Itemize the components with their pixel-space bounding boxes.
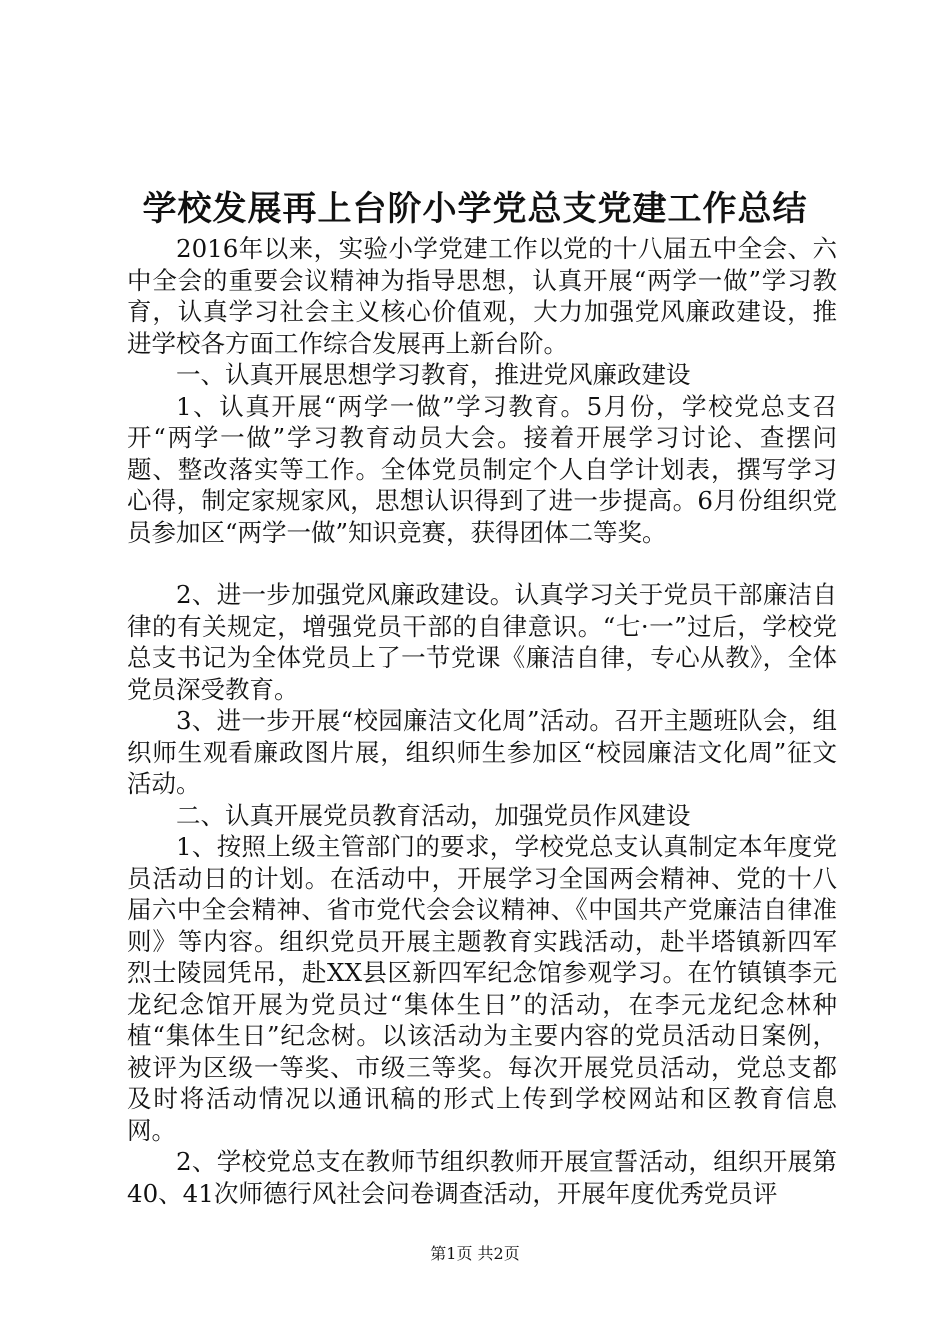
page-footer: 第1页 共2页 [430, 1244, 520, 1263]
document-body [127, 233, 837, 1209]
paragraph-1-3: 3、进一步开展“校园廉洁文化周”活动。召开主题班队会，组织师生观看廉政图片展，组织师生参加区“校园廉洁文化周”征文活动。 [127, 706, 837, 798]
paragraph-1-1: 1、认真开展“两学一做”学习教育。5月份，学校党总支召开“两学一做”学习教育动员大会。接着开展学习讨论、查摆问题、整改落实等工作。全体党员制定个人自学计划表，撰写学习心得，制定家规家风，思想认识得到了进一步提高。6月份组织党员参加区“两学一做”知识竞赛，获得团体二等奖。 [127, 391, 837, 547]
paragraph-2-1: 1、按照上级主管部门的要求，学校党总支认真制定本年度党员活动日的计划。在活动中，开展学习全国两会精神、党的十八届六中全会精神、省市党代会会议精神、《中国共产党廉洁自律准则》等内容。组织党员开展主题教育实践活动，赴半塔镇新四军烈士陵园凭吊，赴XX县区新四军纪念馆参观学习。在竹镇镇李元龙纪念馆开展为党员过“集体生日”的活动，在李元龙纪念林种植“集体生日”纪念树。以该活动为主要内容的党员活动日案例，被评为区级一等奖、市级三等奖。每次开展党员活动，党总支都及时将活动情况以通讯稿的形式上传到学校网站和区教育信息网。 [127, 832, 837, 1145]
section-heading-2: 二、认真开展党员教育活动，加强党员作风建设 [176, 800, 691, 830]
intro-paragraph: 2016年以来，实验小学党建工作以党的十八届五中全会、六中全会的重要会议精神为指导思想，认真开展“两学一做”学习教育，认真学习社会主义核心价值观，大力加强党风廉政建设，推进学校各方面工作综合发展再上新台阶。 [127, 234, 837, 358]
paragraph-2-2: 2、学校党总支在教师节组织教师开展宣誓活动，组织开展第40、41次师德行风社会问卷调查活动，开展年度优秀党员评 [127, 1147, 837, 1208]
paragraph-1-2: 2、进一步加强党风廉政建设。认真学习关于党员干部廉洁自律的有关规定，增强党员干部的自律意识。“七·一”过后，学校党总支书记为全体党员上了一节党课《廉洁自律，专心从教》，全体党员深受教育。 [127, 580, 837, 704]
document-title: 学校发展再上台阶小学党总支党建工作总结 [142, 189, 808, 229]
section-heading-1: 一、认真开展思想学习教育，推进党风廉政建设 [176, 360, 691, 389]
